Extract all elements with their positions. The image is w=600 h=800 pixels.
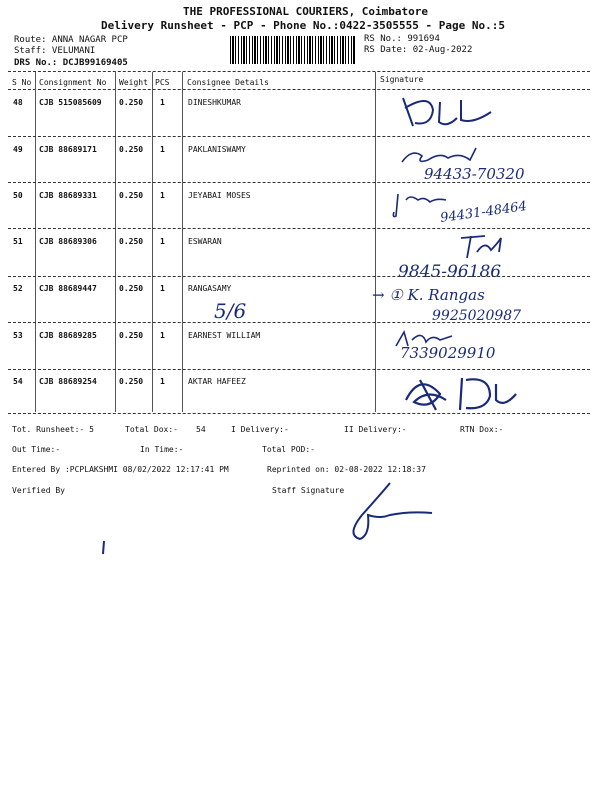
signature-scribble xyxy=(395,88,505,138)
rs-date: RS Date: 02-Aug-2022 xyxy=(364,45,473,55)
col-divider xyxy=(115,72,116,412)
handwritten-phone: 9845-96186 xyxy=(398,262,502,282)
col-header-consignment: Consignment No xyxy=(39,78,107,87)
row-divider xyxy=(8,322,590,323)
row-pcs: 1 xyxy=(160,237,165,246)
staff-label: Staff: VELUMANI xyxy=(14,46,96,56)
handwritten-phone: 7339029910 xyxy=(400,344,496,362)
row-weight: 0.250 xyxy=(119,191,144,200)
row-pcs: 1 xyxy=(160,284,165,293)
col-header-weight: Weight xyxy=(119,78,148,87)
col-divider xyxy=(152,72,153,412)
row-sno: 53 xyxy=(13,331,23,340)
handwritten-note: 5/6 xyxy=(214,299,247,323)
row-consignee: EARNEST WILLIAM xyxy=(188,331,261,340)
row-consignment: CJB 88689306 xyxy=(39,237,97,246)
row-sno: 50 xyxy=(13,191,23,200)
row-weight: 0.250 xyxy=(119,145,144,154)
row-consignee: DINESHKUMAR xyxy=(188,98,241,107)
row-weight: 0.250 xyxy=(119,98,144,107)
signature-scribble xyxy=(455,230,515,264)
route-label: Route: ANNA NAGAR PCP xyxy=(14,35,128,45)
row-sno: 54 xyxy=(13,377,23,386)
row-sno: 51 xyxy=(13,237,23,246)
company-title: THE PROFESSIONAL COURIERS, Coimbatore xyxy=(183,5,429,18)
row-consignment: CJB 88689171 xyxy=(39,145,97,154)
col-divider xyxy=(182,72,183,412)
row-consignment: CJB 88689331 xyxy=(39,191,97,200)
row-weight: 0.250 xyxy=(119,377,144,386)
row-pcs: 1 xyxy=(160,145,165,154)
header-top-divider xyxy=(8,71,590,72)
total-pod: Total POD:- xyxy=(262,445,315,454)
signature-scribble xyxy=(392,326,462,352)
drs-number: DRS No.: DCJB99169405 xyxy=(14,58,128,68)
out-time: Out Time:- xyxy=(12,445,61,454)
signature-scribble xyxy=(400,370,530,418)
ii-delivery: II Delivery:- xyxy=(344,425,407,434)
tot-runsheet: Tot. Runsheet:- 5 xyxy=(12,425,94,434)
row-weight: 0.250 xyxy=(119,284,144,293)
in-time: In Time:- xyxy=(140,445,184,454)
row-divider xyxy=(8,228,590,229)
runsheet-subtitle: Delivery Runsheet - PCP - Phone No.:0422-3505555 - Page No.:5 xyxy=(101,19,505,32)
row-consignment: CJB 88689285 xyxy=(39,331,97,340)
signature-scribble xyxy=(398,142,508,172)
row-weight: 0.250 xyxy=(119,331,144,340)
row-consignee: RANGASAMY xyxy=(188,284,232,293)
row-pcs: 1 xyxy=(160,331,165,340)
staff-signature-scribble xyxy=(340,475,440,555)
row-sno: 52 xyxy=(13,284,23,293)
col-divider xyxy=(35,72,36,412)
stray-mark xyxy=(100,540,108,556)
row-pcs: 1 xyxy=(160,191,165,200)
i-delivery: I Delivery:- xyxy=(231,425,289,434)
handwritten-phone: 94431-48464 xyxy=(439,199,528,226)
rtn-dox: RTN Dox:- xyxy=(460,425,504,434)
barcode-image xyxy=(230,36,355,64)
row-consignment: CJB 88689447 xyxy=(39,284,97,293)
row-pcs: 1 xyxy=(160,98,165,107)
rs-number: RS No.: 991694 xyxy=(364,34,440,44)
verified-by: Verified By xyxy=(12,486,65,495)
row-consignment: CJB 515085609 xyxy=(39,98,102,107)
row-consignee: ESWARAN xyxy=(188,237,222,246)
row-sno: 49 xyxy=(13,145,23,154)
total-dox-value: 54 xyxy=(196,425,206,434)
staff-signature-label: Staff Signature xyxy=(272,486,345,495)
row-weight: 0.250 xyxy=(119,237,144,246)
total-dox-label: Total Dox:- xyxy=(125,425,178,434)
row-consignee: JEYABAI MOSES xyxy=(188,191,251,200)
entered-by: Entered By :PCPLAKSHMI 08/02/2022 12:17:41 PM xyxy=(12,465,229,474)
row-consignment: CJB 88689254 xyxy=(39,377,97,386)
row-divider xyxy=(8,182,590,183)
col-divider xyxy=(375,72,376,412)
row-consignee: PAKLANISWAMY xyxy=(188,145,246,154)
reprinted-on: Reprinted on: 02-08-2022 12:18:37 xyxy=(267,465,426,474)
handwritten-phone: 94433-70320 xyxy=(424,165,525,183)
col-header-sno: S No xyxy=(12,78,32,87)
col-header-pcs: PCS xyxy=(155,78,170,87)
signature-scribble xyxy=(390,188,470,222)
handwritten-receiver: → ① K. Rangas xyxy=(372,286,485,304)
handwritten-phone: 9925020987 xyxy=(432,308,522,324)
col-header-signature: Signature xyxy=(380,75,424,84)
row-divider xyxy=(8,276,590,277)
col-header-consignee: Consignee Details xyxy=(187,78,269,87)
row-consignee: AKTAR HAFEEZ xyxy=(188,377,246,386)
row-pcs: 1 xyxy=(160,377,165,386)
row-sno: 48 xyxy=(13,98,23,107)
